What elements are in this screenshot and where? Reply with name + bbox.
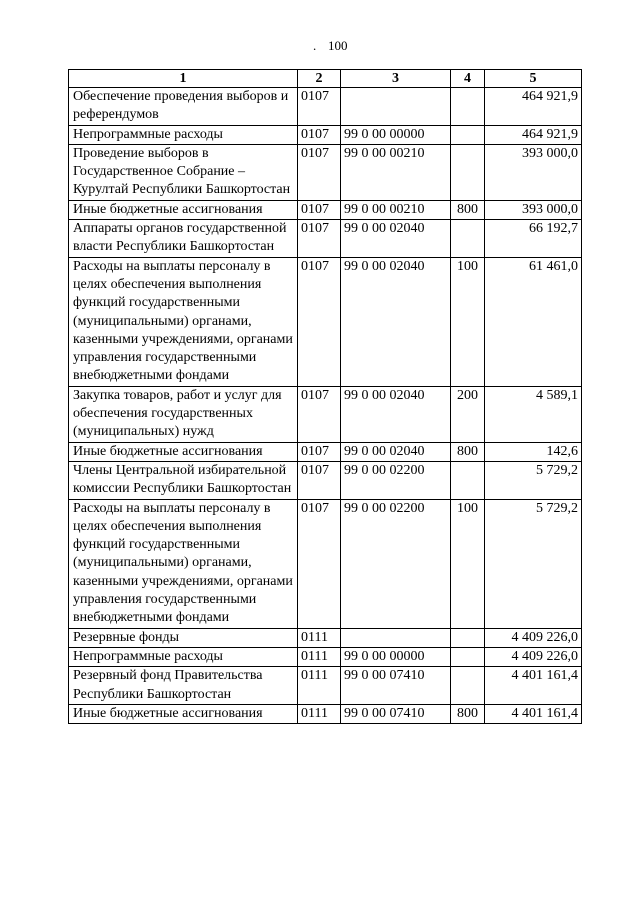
row-type-cell <box>451 647 485 666</box>
row-article-cell: 99 0 00 00210 <box>341 144 451 200</box>
row-name-cell: Иные бюджетные ассигнования <box>69 704 298 723</box>
row-type-cell <box>451 667 485 705</box>
row-section-cell: 0107 <box>298 442 341 461</box>
row-section-cell: 0111 <box>298 628 341 647</box>
row-section-cell: 0107 <box>298 125 341 144</box>
row-name-cell: Иные бюджетные ассигнования <box>69 200 298 219</box>
table-row <box>69 442 582 461</box>
row-amount-cell: 4 409 226,0 <box>485 647 582 666</box>
row-type-cell <box>451 125 485 144</box>
header-row <box>69 70 582 88</box>
header-col-5: 5 <box>485 70 582 88</box>
row-section-cell: 0107 <box>298 200 341 219</box>
row-article-cell: 99 0 00 07410 <box>341 704 451 723</box>
table-row <box>69 647 582 666</box>
row-section-cell: 0107 <box>298 499 341 628</box>
row-amount-cell: 5 729,2 <box>485 461 582 499</box>
row-amount-cell: 4 401 161,4 <box>485 667 582 705</box>
row-type-cell <box>451 88 485 126</box>
table-row <box>69 461 582 499</box>
row-name-cell: Аппараты органов государственной власти Республики Башкортостан <box>69 220 298 258</box>
table-row <box>69 499 582 628</box>
row-article-cell: 99 0 00 02200 <box>341 461 451 499</box>
row-name-cell: Члены Центральной избирательной комиссии Республики Башкортостан <box>69 461 298 499</box>
row-name-cell: Резервные фонды <box>69 628 298 647</box>
row-article-cell: 99 0 00 02040 <box>341 257 451 386</box>
table-row <box>69 88 582 126</box>
page-number-value: 100 <box>328 38 348 53</box>
row-amount-cell: 393 000,0 <box>485 200 582 219</box>
row-name-cell: Обеспечение проведения выборов и референдумов <box>69 88 298 126</box>
row-section-cell: 0107 <box>298 386 341 442</box>
page-number-dot: . <box>313 38 317 53</box>
row-section-cell: 0107 <box>298 257 341 386</box>
row-section-cell: 0111 <box>298 667 341 705</box>
row-name-cell: Закупка товаров, работ и услуг для обеспечения государственных (муниципальных) нужд <box>69 386 298 442</box>
row-type-cell: 100 <box>451 257 485 386</box>
row-name-cell: Резервный фонд Правительства Республики Башкортостан <box>69 667 298 705</box>
row-amount-cell: 393 000,0 <box>485 144 582 200</box>
row-name-cell: Непрограммные расходы <box>69 647 298 666</box>
row-name-cell: Иные бюджетные ассигнования <box>69 442 298 461</box>
table-row <box>69 125 582 144</box>
row-article-cell <box>341 628 451 647</box>
row-article-cell: 99 0 00 02040 <box>341 386 451 442</box>
table-row <box>69 220 582 258</box>
row-amount-cell: 4 409 226,0 <box>485 628 582 647</box>
row-article-cell: 99 0 00 02040 <box>341 220 451 258</box>
table-row <box>69 667 582 705</box>
row-amount-cell: 61 461,0 <box>485 257 582 386</box>
row-type-cell: 200 <box>451 386 485 442</box>
header-col-4: 4 <box>451 70 485 88</box>
row-section-cell: 0111 <box>298 647 341 666</box>
row-article-cell: 99 0 00 00000 <box>341 647 451 666</box>
row-article-cell: 99 0 00 02040 <box>341 442 451 461</box>
row-amount-cell: 464 921,9 <box>485 125 582 144</box>
row-amount-cell: 464 921,9 <box>485 88 582 126</box>
header-col-3: 3 <box>341 70 451 88</box>
row-article-cell: 99 0 00 00210 <box>341 200 451 219</box>
row-name-cell: Непрограммные расходы <box>69 125 298 144</box>
table-row <box>69 200 582 219</box>
row-article-cell: 99 0 00 07410 <box>341 667 451 705</box>
table-row <box>69 704 582 723</box>
row-type-cell: 800 <box>451 704 485 723</box>
row-amount-cell: 142,6 <box>485 442 582 461</box>
row-type-cell <box>451 628 485 647</box>
row-article-cell: 99 0 00 00000 <box>341 125 451 144</box>
row-type-cell: 800 <box>451 200 485 219</box>
header-col-1: 1 <box>69 70 298 88</box>
budget-table <box>68 69 582 724</box>
row-type-cell <box>451 220 485 258</box>
table-row <box>69 386 582 442</box>
row-type-cell: 800 <box>451 442 485 461</box>
row-section-cell: 0111 <box>298 704 341 723</box>
header-col-2: 2 <box>298 70 341 88</box>
table-body <box>69 88 582 724</box>
row-type-cell <box>451 144 485 200</box>
row-section-cell: 0107 <box>298 144 341 200</box>
row-amount-cell: 4 401 161,4 <box>485 704 582 723</box>
table-row <box>69 257 582 386</box>
row-amount-cell: 5 729,2 <box>485 499 582 628</box>
row-section-cell: 0107 <box>298 461 341 499</box>
row-amount-cell: 66 192,7 <box>485 220 582 258</box>
table-row <box>69 144 582 200</box>
row-type-cell: 100 <box>451 499 485 628</box>
row-name-cell: Расходы на выплаты персоналу в целях обеспечения выполнения функций государственными (муниципальными) органами, казенными учреждениями, органами управления государственными внебюджетными фондами <box>69 257 298 386</box>
row-article-cell: 99 0 00 02200 <box>341 499 451 628</box>
row-article-cell <box>341 88 451 126</box>
row-type-cell <box>451 461 485 499</box>
table-row <box>69 628 582 647</box>
row-name-cell: Расходы на выплаты персоналу в целях обеспечения выполнения функций государственными (муниципальными) органами, казенными учреждениями, органами управления государственными внебюджетными фондами <box>69 499 298 628</box>
row-name-cell: Проведение выборов в Государственное Собрание – Курултай Республики Башкортостан <box>69 144 298 200</box>
row-amount-cell: 4 589,1 <box>485 386 582 442</box>
row-section-cell: 0107 <box>298 88 341 126</box>
row-section-cell: 0107 <box>298 220 341 258</box>
